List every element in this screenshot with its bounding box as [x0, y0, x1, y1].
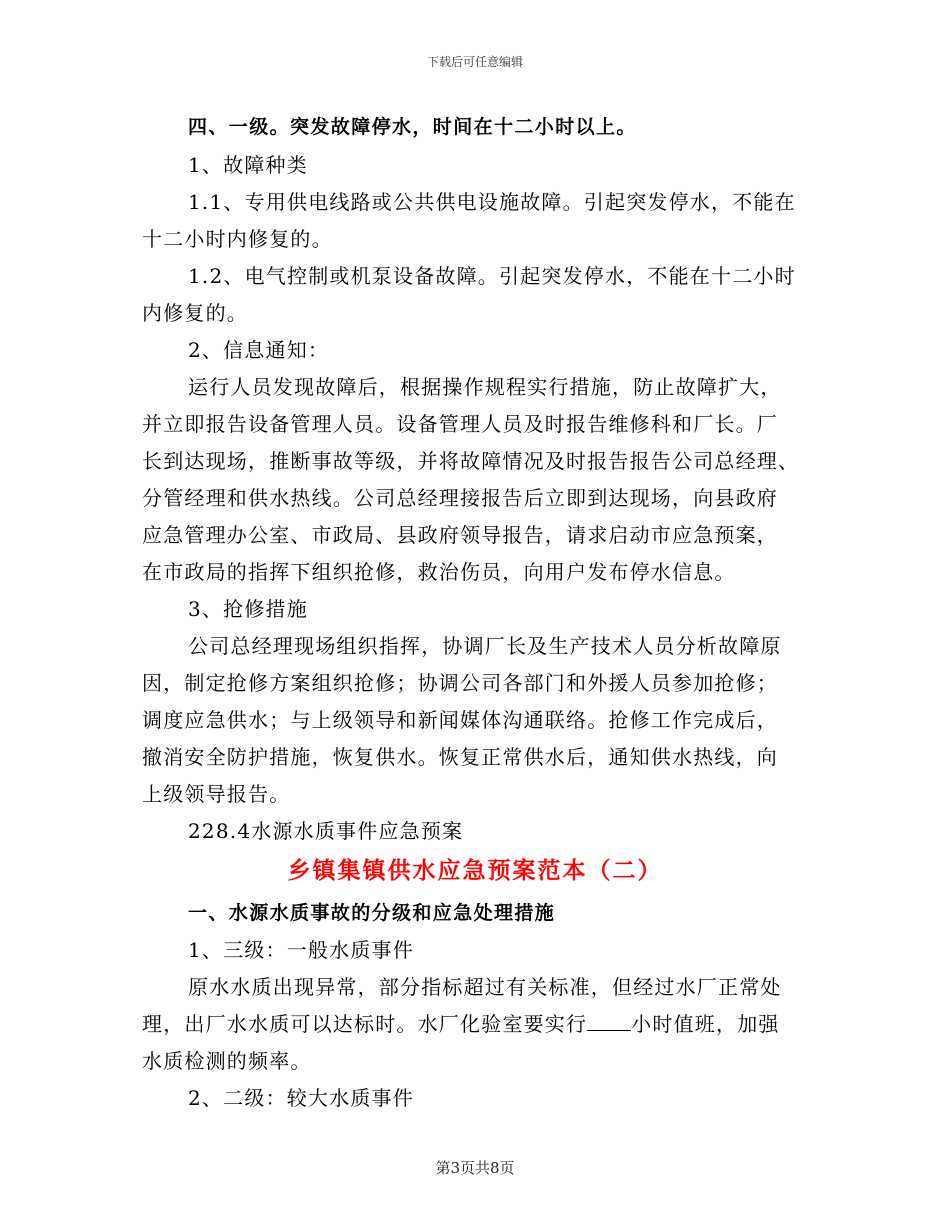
paragraph-line: 1.2、电气控制或机泵设备故障。引起突发停水，不能在十二小时 — [188, 264, 796, 288]
subsection-repair-measures: 3、抢修措施 — [188, 597, 308, 621]
paragraph-line: 内修复的。 — [142, 301, 248, 325]
paragraph-line: 上级领导报告。 — [142, 782, 291, 806]
section-heading: 一、水源水质事故的分级和应急处理措施 — [188, 902, 556, 924]
paragraph-line: 1.1、专用供电线路或公共供电设施故障。引起突发停水，不能在 — [188, 190, 796, 214]
subsection-info-notice: 2、信息通知： — [188, 338, 330, 362]
subsection-fault-types: 1、故障种类 — [188, 153, 308, 177]
subsection-level-two: 2、二级：较大水质事件 — [188, 1086, 414, 1110]
page-header-note: 下载后可任意编辑 — [426, 55, 523, 69]
paragraph-line: 十二小时内修复的。 — [142, 227, 333, 251]
paragraph-line: 调度应急供水；与上级领导和新闻媒体沟通联络。抢修工作完成后， — [142, 708, 778, 732]
paragraph-line: 公司总经理现场组织指挥，协调厂长及生产技术人员分析故障原 — [188, 634, 782, 658]
section-heading: 四、一级。突发故障停水，时间在十二小时以上。 — [188, 116, 637, 138]
paragraph-line: 分管经理和供水热线。公司总经理接报告后立即到达现场，向县政府 — [142, 486, 778, 510]
paragraph-line: 原水水质出现异常，部分指标超过有关标准，但经过水厂正常处 — [188, 975, 782, 999]
paragraph-line: 因，制定抢修方案组织抢修；协调公司各部门和外援人员参加抢修； — [142, 671, 778, 695]
subsection-level-three: 1、三级：一般水质事件 — [188, 938, 414, 962]
text-segment: 小时值班，加强 — [631, 1012, 780, 1036]
page-footer: 第3页共8页 — [435, 1159, 515, 1177]
paragraph-line: 应急管理办公室、市政局、县政府领导报告，请求启动市应急预案， — [142, 523, 778, 547]
paragraph-line: 撤消安全防护措施，恢复供水。恢复正常供水后，通知供水热线，向 — [142, 745, 778, 769]
reference-line: 228.4水源水质事件应急预案 — [188, 819, 464, 843]
paragraph-line: 并立即报告设备管理人员。设备管理人员及时报告维修科和厂长。厂 — [142, 412, 778, 436]
paragraph-line: 长到达现场，推断事故等级，并将故障情况及时报告报告公司总经理、 — [142, 449, 800, 473]
paragraph-line: 水质检测的频率。 — [142, 1049, 312, 1073]
text-segment: 理，出厂水水质可以达标时。水厂化验室要实行 — [142, 1012, 588, 1036]
paragraph-line: 在市政局的指挥下组织抢修，救治伤员，向用户发布停水信息。 — [142, 560, 736, 584]
paragraph-line: 运行人员发现故障后，根据操作规程实行措施，防止故障扩大， — [188, 375, 782, 399]
document-title: 乡镇集镇供水应急预案范本（二） — [287, 858, 663, 884]
paragraph-line — [142, 1011, 822, 1037]
fill-in-blank — [587, 1012, 631, 1031]
